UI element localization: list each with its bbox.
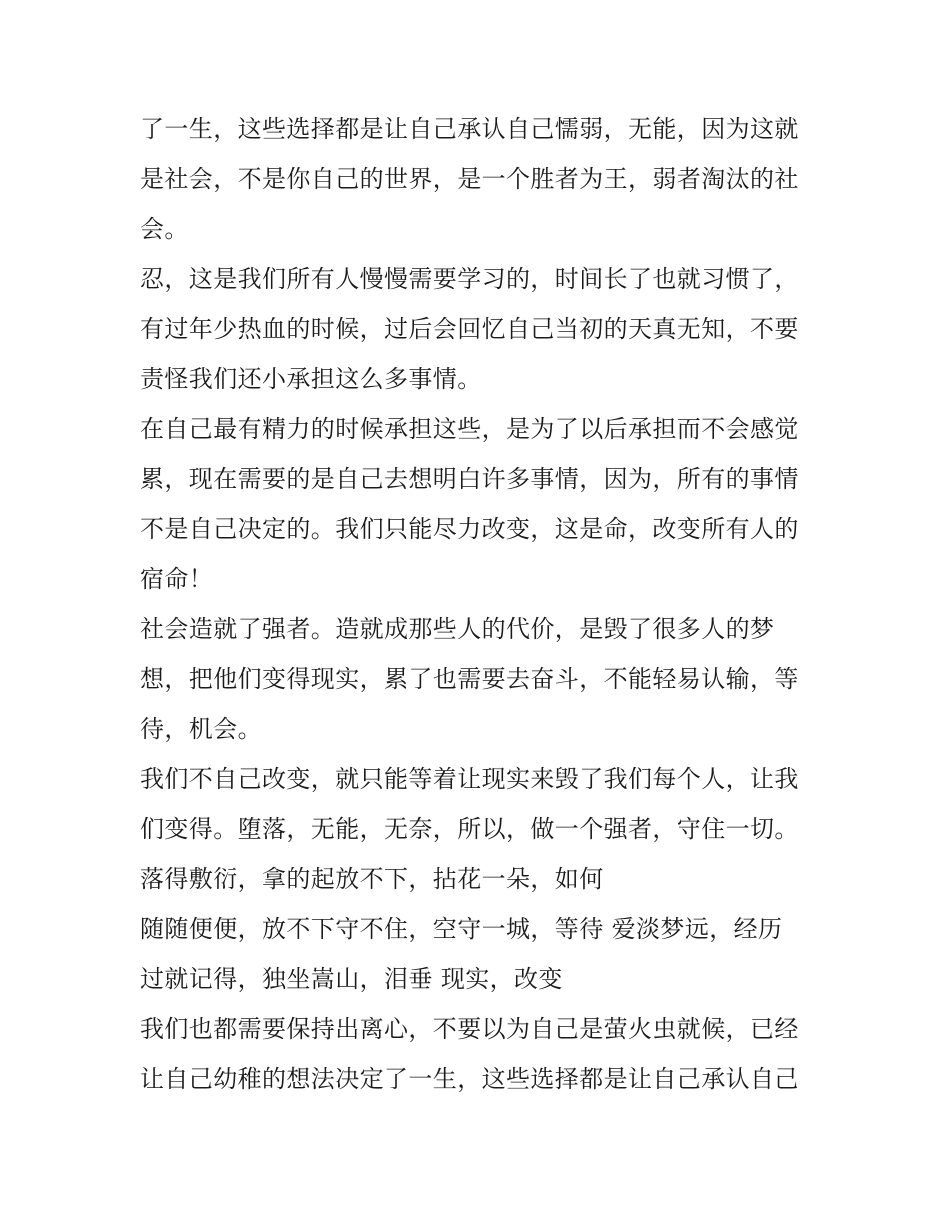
body-text bbox=[140, 104, 820, 1104]
text-line: 宿命！ bbox=[140, 565, 214, 593]
text-line: 在自己最有精力的时候承担这些，是为了以后承担而不会感觉 bbox=[140, 415, 799, 443]
text-line: 随随便便，放不下守不住，空守一城，等待 爱淡梦远，经历 bbox=[140, 915, 783, 943]
text-line: 让自己幼稚的想法决定了一生，这些选择都是让自己承认自己 bbox=[140, 1065, 799, 1093]
text-line: 会。 bbox=[140, 215, 189, 243]
text-line: 我们不自己改变，就只能等着让现实来毁了我们每个人，让我 bbox=[140, 765, 799, 793]
text-line: 是社会，不是你自己的世界，是一个胜者为王，弱者淘汰的社 bbox=[140, 165, 799, 193]
text-line: 不是自己决定的。我们只能尽力改变，这是命，改变所有人的 bbox=[140, 515, 799, 543]
text-line: 了一生，这些选择都是让自己承认自己懦弱，无能，因为这就 bbox=[140, 115, 799, 143]
text-line: 忍，这是我们所有人慢慢需要学习的，时间长了也就习惯了， bbox=[140, 265, 799, 293]
text-line: 有过年少热血的时候，过后会回忆自己当初的天真无知，不要 bbox=[140, 315, 799, 343]
text-line: 过就记得，独坐嵩山，泪垂 现实，改变 bbox=[140, 965, 563, 993]
text-line: 社会造就了强者。造就成那些人的代价，是毁了很多人的梦 bbox=[140, 615, 775, 643]
text-line: 想，把他们变得现实，累了也需要去奋斗，不能轻易认输，等 bbox=[140, 665, 799, 693]
text-line: 我们也都需要保持出离心，不要以为自己是萤火虫就候，已经 bbox=[140, 1015, 799, 1043]
text-line: 落得敷衍，拿的起放不下，拈花一朵，如何 bbox=[140, 865, 604, 893]
text-line: 累，现在需要的是自己去想明白许多事情，因为，所有的事情 bbox=[140, 465, 799, 493]
text-line: 们变得。堕落，无能，无奈，所以，做一个强者，守住一切。 bbox=[140, 815, 799, 843]
text-line: 责怪我们还小承担这么多事情。 bbox=[140, 365, 482, 393]
text-line: 待，机会。 bbox=[140, 715, 262, 743]
